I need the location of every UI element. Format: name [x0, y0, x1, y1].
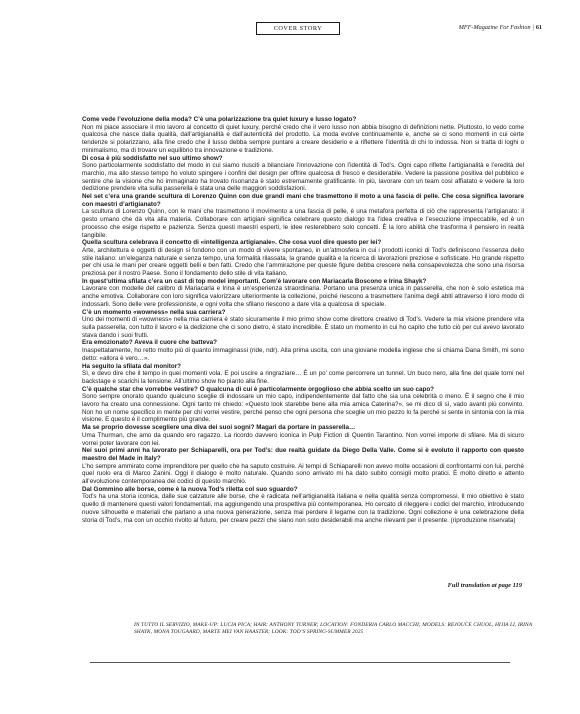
publication-name: MFF-Magazine For Fashion	[458, 24, 531, 31]
interview-answer: Tod’s ha una storia iconica, dalle sue calzature alle borse, che è radicata nell’artigianalità italiana e nella qualità senza compromessi. Il mio obiettivo è stato quello di mantenere questi valori fondamentali, ma aggiungendo una prospettiva più contemporanea. Ho cercato di rileggere i codici del marchio, introducendo nuove silhouette e materiali che parlano a una nuova generazione, senza mai perdere il legame con la tradizione. Ogni collezione è una celebrazione della storia di Tod’s, ma con un occhio rivolto al futuro, per creare pezzi che siano non solo desiderabili ma anche rilevanti per il presente. (riproduzione riservata)	[82, 493, 524, 524]
interview-answer: Uno dei momenti di «wowness» nella mia carriera è stato sicuramente il mio primo show come direttore creativo di Tod’s. Vedere la mia visione prendere vita sulla passerella, con tutto il lavoro e la dedizione che ci sono dietro, è stato incredibile. È stato un momento in cui ho capito che tutto ciò per cui avevo lavorato stava dando i suoi frutti.	[82, 316, 524, 339]
interview-answer: La scultura di Lorenzo Quinn, con le mani che trasmettono il movimento a una fascia di pelle, è una metafora perfetta di ciò che rappresenta l’artigianato: il gesto umano che dà vita alla materia. Collaborare con artigiani significa celebrare questo dialogo tra l’idea creativa e l’esecuzione impeccabile, ed è un processo che esige rispetto e pazienza. Senza questi maestri esperti, le idee resterebbero solo concetti. È la loro abilità che trasforma il pensiero in realtà tangibile.	[82, 208, 524, 239]
interview-question: Nei suoi primi anni ha lavorato per Schiaparelli, ora per Tod’s: due realtà guidate da Diego Della Valle. Come si è evoluto il rapporto con questo maestro del Made in Italy?	[82, 447, 524, 462]
interview-answer: Sono particolarmente soddisfatto del modo in cui siamo riusciti a bilanciare l’innovazione con l’identità di Tod’s. Ogni capo riflette l’artigianalità e l’eredità del marchio, ma allo stesso tempo ho voluto spingere i confini del design per offrire qualcosa di fresco e desiderabile. Vedere la passione positiva del pubblico e sentire che la visione che ho immaginato ha trovato risonanza è stato estremamente gratificante. In più, lavorare con un team così affiatato e vedere la loro dedizione prendere vita sulla passerella è stata una delle maggiori soddisfazioni.	[82, 162, 524, 193]
interview-body	[82, 116, 524, 524]
interview-question: Come vede l’evoluzione della moda? C’è una polarizzazione tra quiet luxury e lusso logato?	[82, 116, 357, 123]
interview-answer: L’ho sempre ammirato come imprenditore per quello che ha saputo costruire. Ai tempi di Schiaparelli non avevo molte occasioni di confrontarmi con lui, perché quel ruolo era di Marco Zanini. Oggi il dialogo è molto naturale. Quando sono arrivato mi ha dato subito consigli molto pratici. È molto diretto e attento all’evoluzione contemporanea dei codici di questo marchio.	[82, 462, 524, 486]
running-head-separator: |	[532, 24, 534, 31]
running-head	[459, 24, 542, 31]
interview-answer: Lavorare con modelle del calibro di Mariacarla e Irina è un’esperienza straordinaria. Portano una presenza unica in passerella, che non è solo estetica ma anche emotiva. Collaborare con loro significa valorizzare ulteriormente la collezione, poiché riescono a trasmettere l’anima degli abiti attraverso il loro modo di indossarli. Sono delle vere professioniste, e ogni volta che sfilano riescono a dare vita a qualcosa di speciale.	[82, 285, 524, 308]
interview-question: Dal Gommino alle borse, come è la nuova Tod’s riletta col suo sguardo?	[82, 485, 298, 493]
page-number: 61	[535, 24, 542, 31]
interview-question: Nel set c’era una grande scultura di Lorenzo Quinn con due grandi mani che trasmettono il moto a una fascia di pelle. Che cosa significa lavorare con maestri d’artigianato?	[82, 193, 524, 208]
interview-answer: Inaspettatamente, ho retto molto più di quanto immaginassi (ride, ndr). Alla prima uscita, con una giovane modella inglese che si chiama Dana Smith, mi sono detto: «allora è vero…».	[82, 347, 524, 362]
interview-question: Ha seguito la sfilata dal monitor?	[82, 362, 182, 370]
bottom-divider	[90, 662, 510, 663]
interview-answer: Arte, architettura e oggetti di design si fondono con un modo di vivere spontaneo, in un’atmosfera in cui i prodotti iconici di Tod’s definiscono l’essenza dello stile italiano: un’eleganza naturale e senza tempo, una formalità rilassata, la grande qualità e la ricerca di lavorazioni preziose e sofisticate. Ho grande rispetto per chi usa le mani per creare oggetti belli e ben fatti. Credo che l’ammirazione per queste figure debba crescere nella consapevolezza che sono una risorsa preziosa per il nostro Paese. Sono il fondamento dello stile di vita italiano.	[82, 246, 524, 278]
interview-question: Di cosa è più soddisfatto nel suo ultimo show?	[82, 154, 223, 162]
full-translation-note: Full translation at page 119	[447, 582, 522, 589]
interview-answer: Sono sempre onorato quando qualcuno sceglie di indossare un mio capo, indipendentemente dal fatto che sia una celebrità o meno. È il segno che il mio lavoro ha creato una connessione. Ogni tanto mi chiedo: «Questo look starebbe bene alla mia amica Caterina?», se mi dico di sì, vado avanti più convinto. Non ho un nome specifico in mente per chi vorrei vestire, perché penso che ogni persona che sceglie un mio pezzo lo fa perché si sente in sintonia con la mia visione. E questo è il complimento più grande.	[82, 393, 524, 424]
interview-answer: Non mi piace associare il mio lavoro al concetto di quiet luxury, perché credo che il vero lusso non abbia bisogno di definizioni nette. Piuttosto, lo vedo come qualcosa che nasce dalla qualità, dall’artigianalità e dall’autenticità del prodotto. La moda evolve continuamente e, anche se ci sono momenti in cui certe tendenze si polarizzano, alla fine credo che il lusso debba sempre puntare a creare desiderio e a riflettere l’identità di chi lo indossa. Non si tratta di loghi o minimalismo, ma di trovare un equilibrio tra innovazione e tradizione.	[82, 123, 524, 154]
interview-question: In quest’ultima sfilata c’era un cast di top model importanti. Com’è lavorare con Mariacarla Boscono e Irina Shayk?	[82, 277, 427, 285]
photo-credits: IN TUTTO IL SERVIZIO, MAKE-UP: LUCIA PICA; HAIR: ANTHONY TURNER; LOCATION: FONDERIA CARLO MACCHI; MODELS: REJOUCE CHUOL, HIJIA LI, IRINA SHAYK, MONA TOUGAARD, MARTE MEI VAN HAASTER; LOOK: TOD’S SPRING-SUMMER 2025	[134, 622, 533, 635]
interview-question: C’è un momento «wowness» nella sua carriera?	[82, 308, 226, 316]
section-label: COVER STORY	[256, 22, 340, 35]
interview-question: Ma se proprio dovesse scegliere una diva dei suoi sogni? Magari da portare in passerella…	[82, 424, 356, 432]
interview-answer: Sì, e devo dire che il tempo in quei momenti vola. E poi uscire a ringraziare… È un po’ come percorrere un tunnel. Un buco nero, alla fine del quale torni nel backstage e scarichi la tensione. All’ultimo show ho pianto alla fine.	[82, 370, 524, 385]
interview-question: Era emozionato? Aveva il cuore che batteva?	[82, 339, 217, 347]
interview-answer: Uma Thurman, che amo da quando ero ragazzo. La ricordo davvero iconica in Pulp Fiction di Quentin Tarantino. Non vorrei imporle di sfilare. Ma di sicuro vorrei poter lavorare con lei.	[82, 431, 524, 447]
interview-question: Quella scultura celebrava il concetto di «intelligenza artigianale». Che cosa vuol dire questo per lei?	[82, 239, 382, 247]
interview-question: C’è qualche star che vorrebbe vestire? O qualcuna di cui è particolarmente orgoglioso che abbia scelto un suo capo?	[82, 385, 435, 393]
